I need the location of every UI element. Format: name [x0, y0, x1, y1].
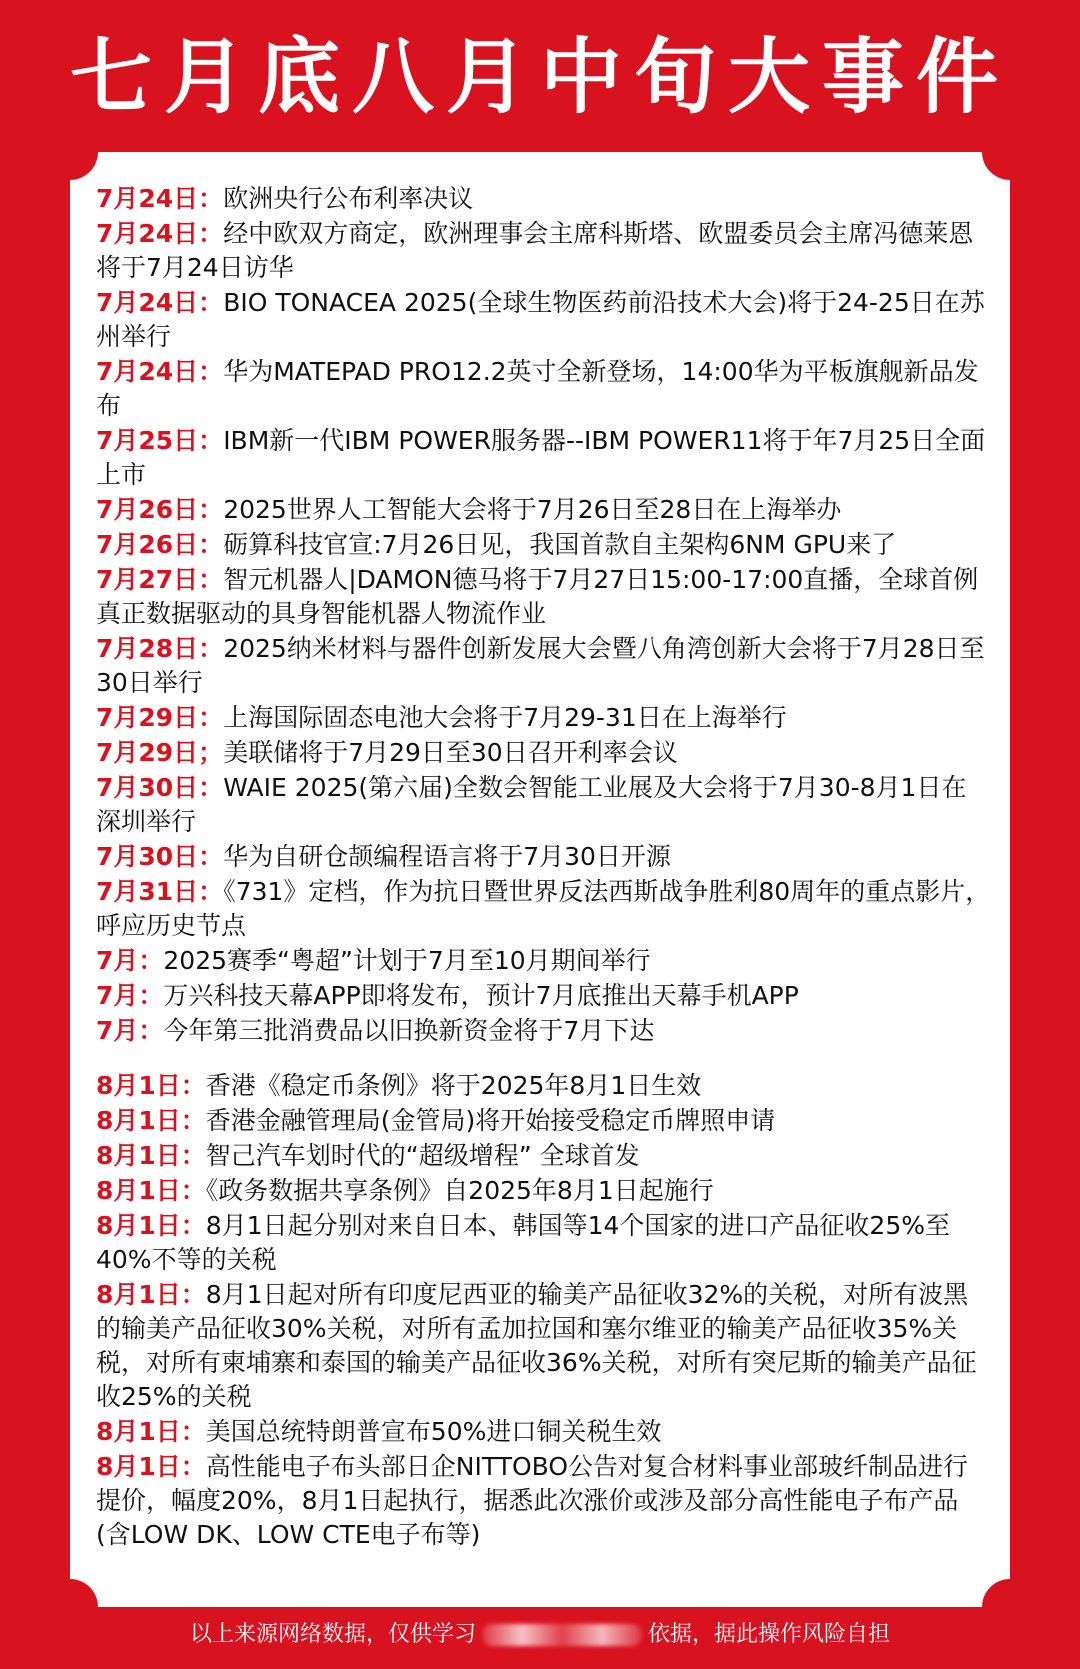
event-text: 香港《稳定币条例》将于2025年8月1日生效	[205, 1071, 702, 1100]
event-panel	[70, 152, 1010, 1607]
event-text: 美国总统特朗普宣布50%进口铜关税生效	[205, 1417, 662, 1446]
event-item	[96, 1415, 991, 1449]
event-date: 7月：	[96, 981, 164, 1010]
event-date: 7月27日：	[96, 565, 224, 594]
event-date: 7月29日；	[96, 738, 224, 767]
event-text: 2025赛季“粤超”计划于7月至10月期间举行	[163, 946, 651, 975]
event-date: 7月24日：	[96, 219, 224, 248]
event-text: IBM新一代IBM POWER服务器--IBM POWER11将于年7月25日全面上市	[96, 426, 986, 489]
event-item	[96, 528, 991, 562]
event-text: 欧洲央行公布利率决议	[223, 184, 474, 213]
event-item	[96, 875, 991, 943]
event-date: 8月1日：	[96, 1176, 206, 1205]
event-item	[96, 979, 991, 1013]
event-item	[96, 563, 991, 631]
event-text: 美联储将于7月29日至30日召开利率会议	[223, 738, 678, 767]
event-text: 《731》定档，作为抗日暨世界反法西斯战争胜利80周年的重点影片，呼应历史节点	[96, 877, 991, 940]
event-date: 7月24日：	[96, 288, 224, 317]
event-text: 高性能电子布头部日企NITTOBO公告对复合材料事业部玻纤制品进行提价，幅度20%，8月1日起执行，据悉此次涨价或涉及部分高性能电子布产品(含LOW DK、LOW CTE电子布等)	[96, 1452, 969, 1549]
corner-notch	[42, 124, 98, 180]
event-text: 智元机器人|DAMON德马将于7月27日15:00-17:00直播，全球首例真正数据驱动的具身智能机器人物流作业	[96, 565, 979, 628]
event-date: 7月30日：	[96, 773, 224, 802]
event-item	[96, 355, 991, 423]
event-item	[96, 1278, 991, 1414]
event-date: 8月1日：	[96, 1280, 206, 1309]
event-text: 今年第三批消费品以旧换新资金将于7月下达	[163, 1016, 655, 1045]
disclaimer-footer	[0, 1618, 1080, 1652]
event-item	[96, 424, 991, 492]
event-date: 7月25日：	[96, 426, 224, 455]
event-text: 上海国际固态电池大会将于7月29-31日在上海举行	[223, 703, 787, 732]
disclaimer-left: 以上来源网络数据，仅供学习	[189, 1622, 476, 1647]
event-item	[96, 1104, 991, 1138]
event-text: BIO TONACEA 2025(全球生物医药前沿技术大会)将于24-25日在苏州举行	[96, 288, 985, 351]
event-text: 8月1日起对所有印度尼西亚的输美产品征收32%的关税，对所有波黑的输美产品征收30%关税，对所有孟加拉国和塞尔维亚的输美产品征收35%关税，对所有柬埔寨和泰国的输美产品征收36%关税，对所有突尼斯的输美产品征收25%的关税	[96, 1280, 977, 1411]
event-item	[96, 493, 991, 527]
event-date: 8月1日：	[96, 1106, 206, 1135]
event-text: 华为自研仓颉编程语言将于7月30日开源	[223, 842, 671, 871]
event-date: 8月1日：	[96, 1071, 206, 1100]
event-text: 砺算科技官宣:7月26日见，我国首款自主架构6NM GPU来了	[223, 530, 897, 559]
event-date: 7月31日：	[96, 877, 224, 906]
event-text: 万兴科技天幕APP即将发布，预计7月底推出天幕手机APP	[163, 981, 799, 1010]
event-date: 7月24日：	[96, 184, 224, 213]
event-item	[96, 1174, 991, 1208]
event-date: 7月：	[96, 946, 164, 975]
event-item	[96, 1209, 991, 1277]
event-date: 8月1日：	[96, 1141, 206, 1170]
event-date: 7月：	[96, 1016, 164, 1045]
event-date: 8月1日：	[96, 1452, 206, 1481]
event-item	[96, 736, 991, 770]
event-text: 智己汽车划时代的“超级增程” 全球首发	[205, 1141, 640, 1170]
event-item	[96, 286, 991, 354]
event-item	[96, 1069, 991, 1103]
event-date: 7月26日：	[96, 495, 224, 524]
event-item	[96, 701, 991, 735]
event-text: WAIE 2025(第六届)全数会智能工业展及大会将于7月30-8月1日在深圳举行	[96, 773, 967, 836]
blurred-text	[482, 1624, 642, 1646]
event-item	[96, 632, 991, 700]
event-item	[96, 840, 991, 874]
event-text: 2025世界人工智能大会将于7月26日至28日在上海举办	[223, 495, 842, 524]
disclaimer-right: 依据，据此操作风险自担	[648, 1622, 891, 1647]
event-item	[96, 1014, 991, 1048]
corner-notch	[982, 124, 1038, 180]
event-item	[96, 182, 991, 216]
event-item	[96, 944, 991, 978]
page-title: 七月底八月中旬大事件	[69, 30, 1010, 125]
event-date: 7月30日：	[96, 842, 224, 871]
event-item	[96, 771, 991, 839]
event-item	[96, 1450, 991, 1552]
event-text: 2025纳米材料与器件创新发展大会暨八角湾创新大会将于7月28日至30日举行	[96, 634, 985, 697]
event-text: 经中欧双方商定，欧洲理事会主席科斯塔、欧盟委员会主席冯德莱恩将于7月24日访华	[96, 219, 974, 282]
event-date: 7月28日：	[96, 634, 224, 663]
event-date: 7月26日：	[96, 530, 224, 559]
event-list	[96, 182, 991, 1553]
event-item	[96, 217, 991, 285]
event-text: 香港金融管理局(金管局)将开始接受稳定币牌照申请	[205, 1106, 776, 1135]
event-item	[96, 1139, 991, 1173]
event-text: 华为MATEPAD PRO12.2英寸全新登场，14:00华为平板旗舰新品发布	[96, 357, 979, 420]
event-text: 8月1日起分别对来自日本、韩国等14个国家的进口产品征收25%至40%不等的关税	[96, 1211, 950, 1274]
event-date: 7月24日：	[96, 357, 224, 386]
event-date: 8月1日：	[96, 1417, 206, 1446]
event-text: 《政务数据共享条例》自2025年8月1日起施行	[205, 1176, 714, 1205]
event-date: 7月29日：	[96, 703, 224, 732]
event-date: 8月1日：	[96, 1211, 206, 1240]
section-gap	[96, 1049, 991, 1069]
